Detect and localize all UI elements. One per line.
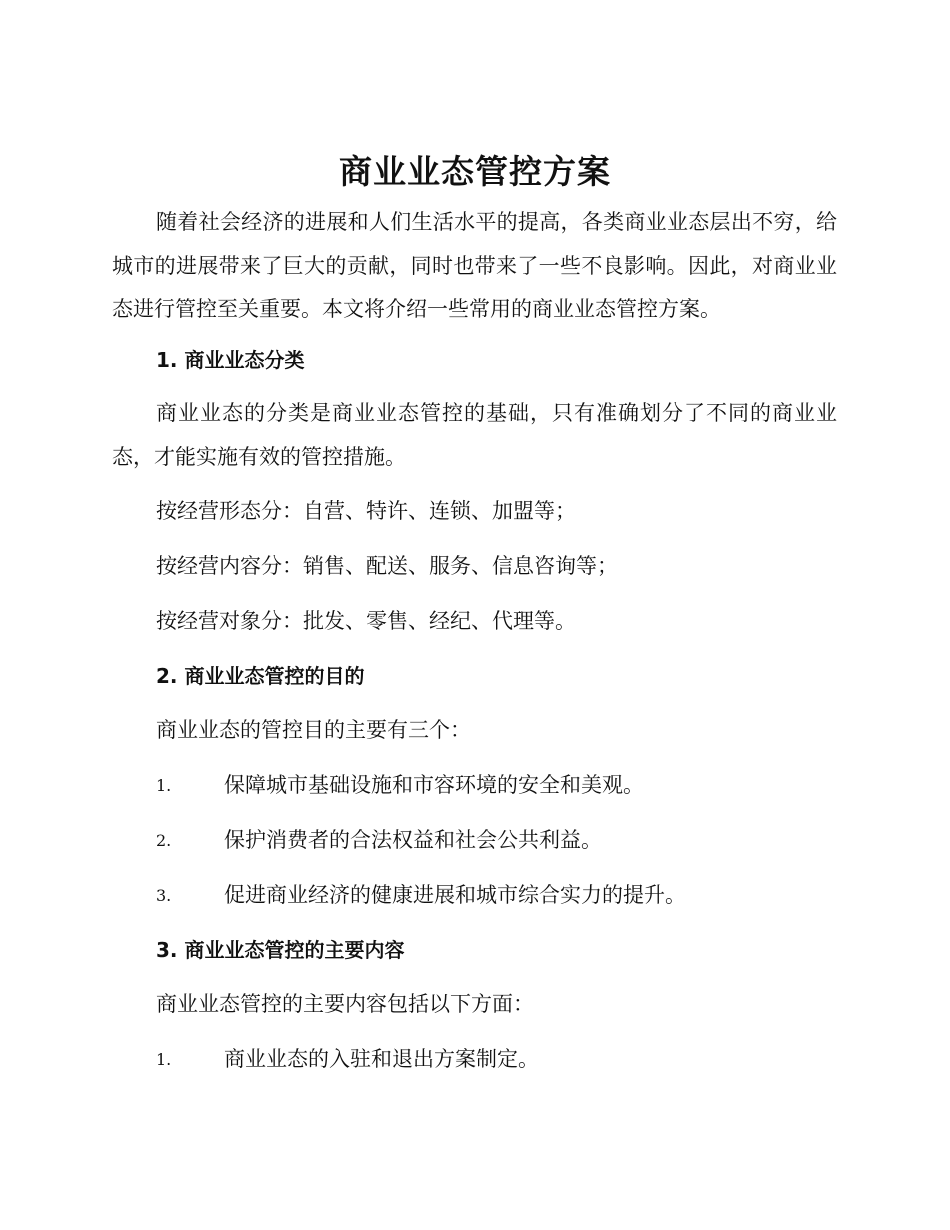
list-item	[156, 825, 602, 856]
section-heading-purpose: 2. 商业业态管控的目的	[156, 664, 365, 688]
list-item-text: 保障城市基础设施和市容环境的安全和美观。	[224, 773, 644, 797]
list-item-text: 保护消费者的合法权益和社会公共利益。	[224, 828, 602, 852]
section-heading-content: 3. 商业业态管控的主要内容	[156, 938, 405, 962]
list-item	[156, 1044, 539, 1075]
intro-paragraph: 随着社会经济的进展和人们生活水平的提高，各类商业业态层出不穷，给城市的进展带来了巨大的贡献，同时也带来了一些不良影响。因此，对商业业态进行管控至关重要。本文将介绍一些常用的商业业态管控方案。	[112, 210, 837, 321]
list-item	[156, 770, 644, 801]
classification-line: 按经营形态分：自营、特许、连锁、加盟等；	[156, 499, 576, 523]
list-item-text: 促进商业经济的健康进展和城市综合实力的提升。	[224, 883, 686, 907]
document-title: 商业业态管控方案	[339, 152, 611, 191]
list-item	[156, 880, 686, 911]
list-item-text: 商业业态的入驻和退出方案制定。	[224, 1047, 539, 1071]
classification-line: 按经营内容分：销售、配送、服务、信息咨询等；	[156, 554, 618, 578]
section1-paragraph: 商业业态的分类是商业业态管控的基础，只有准确划分了不同的商业业态，才能实施有效的管控措施。	[112, 401, 837, 469]
classification-line: 按经营对象分：批发、零售、经纪、代理等。	[156, 609, 576, 633]
section-heading-classification: 1. 商业业态分类	[156, 348, 305, 372]
section3-paragraph: 商业业态管控的主要内容包括以下方面：	[156, 992, 534, 1016]
list-item-number: 1.	[156, 1050, 172, 1069]
list-item-number: 2.	[156, 831, 172, 850]
section2-paragraph: 商业业态的管控目的主要有三个：	[156, 718, 471, 742]
list-item-number: 3.	[156, 886, 172, 905]
list-item-number: 1.	[156, 776, 172, 795]
